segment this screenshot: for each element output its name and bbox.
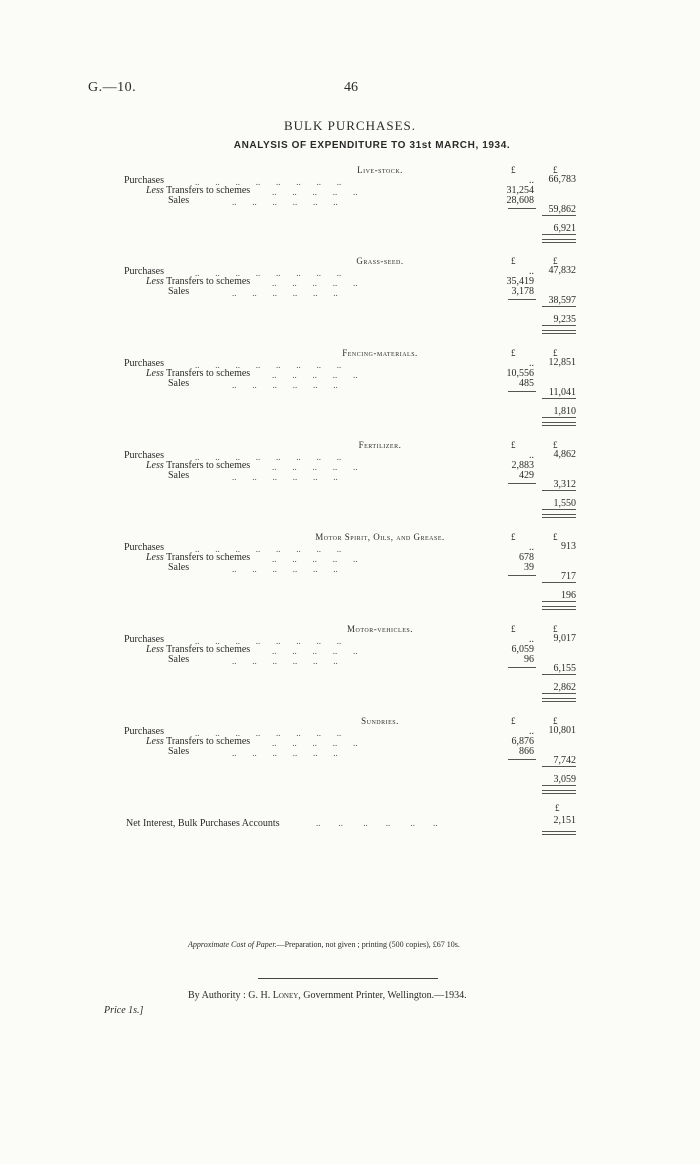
net-rule [542,325,576,326]
less-label: Less [146,185,164,196]
currency-symbol: £ [511,532,516,542]
net-rule [542,234,576,235]
subtotal-value: 7,742 [553,755,576,766]
less-label: Less [146,552,164,563]
leader-dots: .. .. .. .. .. [272,554,358,564]
purchases-leader-dots: .. [529,175,534,186]
footer-divider [258,978,438,979]
section-title: Motor Spirit, Oils, and Grease. [315,532,445,542]
net-double-rule [542,514,576,518]
purchases-value: 9,017 [553,633,576,644]
transfers-value: 10,556 [506,368,534,379]
purchases-leader-dots: .. [529,358,534,369]
net-rule [542,509,576,510]
currency-symbol: £ [553,256,558,266]
printer-authority [188,990,467,1001]
sales-label: Sales [168,286,190,297]
subtotal-value: 11,041 [548,387,576,398]
expenditure-section [0,440,700,540]
transfers-value: 6,876 [511,736,534,747]
leader-dots: .. .. .. .. .. [272,187,358,197]
transfers-value: 31,254 [506,185,534,196]
section-title: Fertilizer. [358,440,402,450]
subtotal-underline [542,490,576,491]
transfers-text: Transfers to schemes [166,185,251,196]
net-double-rule [542,422,576,426]
net-value: 196 [561,590,576,601]
expenditure-section [0,256,700,356]
purchases-value: 47,832 [548,265,576,276]
sales-value: 39 [524,562,534,573]
net-rule [542,417,576,418]
currency-symbol: £ [511,348,516,358]
leader-dots: .. .. .. .. .. .. [232,656,338,666]
net-rule [542,785,576,786]
currency-symbol: £ [553,348,558,358]
interest-label: Net Interest, Bulk Purchases Accounts [126,818,280,829]
transfers-value: 6,059 [511,644,534,655]
currency-symbol: £ [553,532,558,542]
transfers-text: Transfers to schemes [166,644,251,655]
leader-dots: .. .. .. .. .. .. .. .. [195,268,342,278]
sales-label: Sales [168,470,190,481]
leader-dots: .. .. .. .. .. .. [232,288,338,298]
currency-symbol: £ [511,440,516,450]
section-title: Fencing-materials. [342,348,418,358]
purchases-label: Purchases [124,726,164,737]
purchases-value: 66,783 [548,174,576,185]
purchases-label: Purchases [124,450,164,461]
section-title: Grass-seed. [356,256,404,266]
subtotal-underline [542,306,576,307]
net-value: 9,235 [553,314,576,325]
purchases-leader-dots: .. [529,726,534,737]
net-rule [542,601,576,602]
sales-value: 485 [519,378,534,389]
leader-dots: .. .. .. .. .. [272,370,358,380]
less-label: Less [146,460,164,471]
currency-symbol: £ [553,716,558,726]
sales-label: Sales [168,562,190,573]
net-rule [542,693,576,694]
net-value: 1,810 [553,406,576,417]
cost-label: Approximate Cost of Paper. [188,940,277,949]
subtotal-value: 717 [561,571,576,582]
sales-label: Sales [168,746,190,757]
sales-value: 3,178 [511,286,534,297]
expenditure-section [0,624,700,724]
leader-dots: .. .. .. .. .. .. .. .. [195,452,342,462]
net-value: 1,550 [553,498,576,509]
leader-dots: .. .. .. .. .. [272,646,358,656]
subtotal-underline [542,582,576,583]
currency-symbol: £ [553,440,558,450]
interest-value: 2,151 [553,815,576,826]
leader-dots: .. .. .. .. .. .. .. .. [195,544,342,554]
currency-symbol: £ [511,165,516,175]
leader-dots: .. .. .. .. .. [272,278,358,288]
currency-symbol: £ [511,624,516,634]
subtotal-underline [542,674,576,675]
leader-dots: .. .. .. .. .. .. .. .. [195,636,342,646]
sales-label: Sales [168,195,190,206]
expenditure-section [0,165,700,265]
net-value: 2,862 [553,682,576,693]
transfers-value: 2,883 [511,460,534,471]
price-note: Price 1s.] [104,1005,144,1016]
section-title: Live-stock. [357,165,403,175]
subtotal-value: 59,862 [548,204,576,215]
expenditure-section [0,716,700,816]
less-label: Less [146,276,164,287]
leader-dots: .. .. .. .. .. .. [232,380,338,390]
sales-label: Sales [168,378,190,389]
net-double-rule [542,330,576,334]
section-title: Sundries. [361,716,399,726]
subtotal-value: 3,312 [553,479,576,490]
net-double-rule [542,790,576,794]
currency-symbol: £ [553,624,558,634]
transfers-value: 678 [519,552,534,563]
subtotal-value: 6,155 [553,663,576,674]
net-double-rule [542,606,576,610]
transfers-text: Transfers to schemes [166,736,251,747]
expenditure-section [0,532,700,632]
transfers-text: Transfers to schemes [166,552,251,563]
currency-symbol: £ [511,716,516,726]
purchases-leader-dots: .. [529,542,534,553]
purchases-label: Purchases [124,542,164,553]
currency-symbol: £ [511,256,516,266]
net-double-rule [542,698,576,702]
less-label: Less [146,736,164,747]
purchases-leader-dots: .. [529,634,534,645]
sales-label: Sales [168,654,190,665]
leader-dots: .. .. .. .. .. .. .. .. [195,360,342,370]
page-title: BULK PURCHASES. [283,118,417,133]
interest-leader-dots: .. .. .. .. .. .. [316,818,438,828]
transfers-text: Transfers to schemes [166,276,251,287]
sales-value: 429 [519,470,534,481]
printer-name: Loney [272,990,299,1001]
cost-text: —Preparation, not given ; printing (500 copies), £67 10s. [276,940,460,949]
sales-value: 866 [519,746,534,757]
expenditure-section [0,348,700,448]
authority-suffix: , Government Printer, Wellington.—1934. [298,990,467,1001]
transfers-text: Transfers to schemes [166,460,251,471]
transfers-text: Transfers to schemes [166,368,251,379]
page-number: 46 [344,80,358,95]
net-double-rule [542,239,576,243]
leader-dots: .. .. .. .. .. .. [232,472,338,482]
leader-dots: .. .. .. .. .. .. .. .. [195,177,342,187]
purchases-label: Purchases [124,175,164,186]
purchases-label: Purchases [124,358,164,369]
document-reference: G.—10. [88,80,137,95]
sales-value: 96 [524,654,534,665]
purchases-value: 10,801 [548,725,576,736]
leader-dots: .. .. .. .. .. .. [232,197,338,207]
currency-symbol: £ [553,165,558,175]
authority-prefix: By Authority : G. H. [188,990,271,1001]
subtotal-underline [542,215,576,216]
leader-dots: .. .. .. .. .. .. [232,748,338,758]
subtotal-underline [542,398,576,399]
purchases-label: Purchases [124,634,164,645]
leader-dots: .. .. .. .. .. [272,738,358,748]
section-title: Motor-vehicles. [347,624,413,634]
purchases-label: Purchases [124,266,164,277]
less-label: Less [146,368,164,379]
leader-dots: .. .. .. .. .. [272,462,358,472]
purchases-leader-dots: .. [529,450,534,461]
purchases-value: 4,862 [553,449,576,460]
net-value: 6,921 [553,223,576,234]
leader-dots: .. .. .. .. .. .. .. .. [195,728,342,738]
transfers-value: 35,419 [506,276,534,287]
interest-currency: £ [555,803,560,813]
less-label: Less [146,644,164,655]
sales-value: 28,608 [506,195,534,206]
interest-double-rule [542,831,576,835]
subtotal-value: 38,597 [548,295,576,306]
page-subtitle: ANALYSIS OF EXPENDITURE TO 31st MARCH, 1934. [233,140,511,151]
cost-of-paper-note [188,940,460,949]
purchases-value: 12,851 [548,357,576,368]
subtotal-underline [542,766,576,767]
net-value: 3,059 [553,774,576,785]
leader-dots: .. .. .. .. .. .. [232,564,338,574]
purchases-value: 913 [561,541,576,552]
purchases-leader-dots: .. [529,266,534,277]
